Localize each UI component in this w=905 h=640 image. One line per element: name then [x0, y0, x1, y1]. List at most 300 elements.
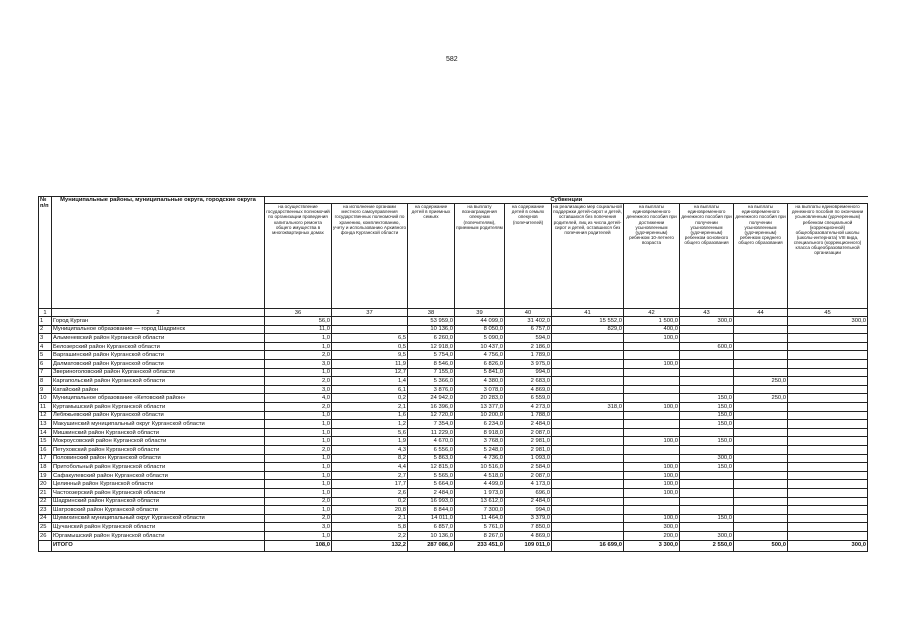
row-value: 8 844,0	[408, 506, 455, 515]
row-value: 100,0	[624, 471, 680, 480]
row-value: 11 229,0	[408, 428, 455, 437]
row-number: 16	[39, 445, 52, 454]
row-value	[788, 377, 868, 386]
row-value: 150,0	[680, 403, 734, 412]
row-value: 13 612,0	[455, 497, 505, 506]
table-row	[39, 360, 868, 369]
row-value: 12 720,0	[408, 411, 455, 420]
row-value	[788, 480, 868, 489]
row-value: 3,0	[265, 523, 332, 532]
row-value	[552, 514, 624, 523]
total-value: 287 086,0	[408, 540, 455, 551]
total-value: 3 300,0	[624, 540, 680, 551]
row-value: 5 863,0	[408, 454, 455, 463]
table-row	[39, 488, 868, 497]
row-value	[788, 385, 868, 394]
row-value: 3 078,0	[455, 385, 505, 394]
row-value: 12 918,0	[408, 342, 455, 351]
row-value	[552, 506, 624, 515]
row-value: 2,2	[332, 531, 408, 540]
total-value: 132,2	[332, 540, 408, 551]
row-value: 100,0	[624, 360, 680, 369]
row-value: 4 756,0	[455, 351, 505, 360]
row-value	[734, 368, 788, 377]
row-number: 24	[39, 514, 52, 523]
column-number: 2	[52, 309, 265, 317]
row-name: Катайский район	[52, 385, 265, 394]
row-name: Далматовский район Курганской области	[52, 360, 265, 369]
row-value	[734, 471, 788, 480]
row-value: 6 857,0	[408, 523, 455, 532]
row-value	[788, 325, 868, 334]
table-row	[39, 411, 868, 420]
row-value: 4,4	[332, 463, 408, 472]
row-value: 1 789,0	[505, 351, 552, 360]
subcol-header: на исполнение органами местного самоуправления государственных полномочий по хранению, комплектованию, учету и использованию Архивного фонда Курганской области	[332, 204, 408, 309]
row-number: 20	[39, 480, 52, 489]
row-value: 1 788,0	[505, 411, 552, 420]
row-name: Муниципальное образование — город Шадринск	[52, 325, 265, 334]
table-row	[39, 325, 868, 334]
row-value	[734, 420, 788, 429]
row-value: 100,0	[624, 488, 680, 497]
row-value: 2 087,0	[505, 471, 552, 480]
row-value	[552, 523, 624, 532]
row-name: Мокроусовский район Курганской области	[52, 437, 265, 446]
row-value	[680, 445, 734, 454]
row-value: 100,0	[624, 437, 680, 446]
row-name: Петуховский район Курганской области	[52, 445, 265, 454]
row-value	[624, 411, 680, 420]
row-number: 12	[39, 411, 52, 420]
row-name: Шумихинский муниципальный округ Курганской области	[52, 514, 265, 523]
table-row	[39, 334, 868, 343]
row-value: 6 260,0	[408, 334, 455, 343]
table-row	[39, 445, 868, 454]
row-name: Щучанский район Курганской области	[52, 523, 265, 532]
row-value: 2,6	[332, 488, 408, 497]
row-name: Шатровский район Курганской области	[52, 506, 265, 515]
row-name: Макушинский муниципальный округ Курганской области	[52, 420, 265, 429]
row-value: 2 186,0	[505, 342, 552, 351]
row-name: Лебяжьевский район Курганской области	[52, 411, 265, 420]
row-value	[680, 325, 734, 334]
row-value: 2 683,0	[505, 377, 552, 386]
row-value: 150,0	[680, 437, 734, 446]
row-value: 20,8	[332, 506, 408, 515]
row-value	[680, 334, 734, 343]
row-value: 594,0	[505, 334, 552, 343]
row-value	[552, 394, 624, 403]
row-value: 5 090,0	[455, 334, 505, 343]
row-value: 1,0	[265, 471, 332, 480]
row-value: 300,0	[788, 317, 868, 326]
row-number: 21	[39, 488, 52, 497]
row-number: 23	[39, 506, 52, 515]
row-value	[332, 317, 408, 326]
table-row	[39, 523, 868, 532]
table-row	[39, 428, 868, 437]
column-number: 1	[39, 309, 52, 317]
row-name: Половинский район Курганской области	[52, 454, 265, 463]
row-value: 10 516,0	[455, 463, 505, 472]
row-value: 100,0	[624, 480, 680, 489]
col-header-no: № п/п	[39, 197, 52, 309]
row-value: 1,0	[265, 531, 332, 540]
row-value	[734, 480, 788, 489]
row-value: 1,0	[265, 428, 332, 437]
row-number: 15	[39, 437, 52, 446]
row-value: 100,0	[624, 334, 680, 343]
column-number: 38	[408, 309, 455, 317]
row-value: 1 973,0	[455, 488, 505, 497]
row-value	[552, 420, 624, 429]
row-value: 2,0	[265, 403, 332, 412]
row-value	[680, 523, 734, 532]
row-value: 100,0	[624, 403, 680, 412]
row-value	[624, 428, 680, 437]
row-value	[552, 342, 624, 351]
row-value	[734, 488, 788, 497]
row-value: 14 011,0	[408, 514, 455, 523]
row-value: 8 050,0	[455, 325, 505, 334]
row-value: 1 500,0	[624, 317, 680, 326]
row-value	[552, 368, 624, 377]
row-value: 16 993,0	[408, 497, 455, 506]
row-value	[734, 463, 788, 472]
subcol-header: на выплату вознаграждения опекунам (попечителям), приемным родителям	[455, 204, 505, 309]
row-value	[734, 334, 788, 343]
row-value: 2 484,0	[505, 420, 552, 429]
row-value: 4 380,0	[455, 377, 505, 386]
row-value: 24 942,0	[408, 394, 455, 403]
row-value: 5 761,0	[455, 523, 505, 532]
subcol-header: на осуществление государственных полномочий по организации проведения капитального ремонта общего имущества в многоквартирных домах	[265, 204, 332, 309]
row-value	[734, 342, 788, 351]
row-value: 12,7	[332, 368, 408, 377]
row-value	[734, 385, 788, 394]
row-value: 1,9	[332, 437, 408, 446]
column-number: 41	[552, 309, 624, 317]
row-value: 6 826,0	[455, 360, 505, 369]
row-value: 10 136,0	[408, 531, 455, 540]
row-value: 318,0	[552, 403, 624, 412]
row-value: 200,0	[624, 531, 680, 540]
row-value: 12 815,0	[408, 463, 455, 472]
row-value: 300,0	[680, 454, 734, 463]
row-value: 100,0	[624, 463, 680, 472]
row-number: 11	[39, 403, 52, 412]
column-number: 37	[332, 309, 408, 317]
row-value: 2 087,0	[505, 428, 552, 437]
col-header-name: Муниципальные районы, муниципальные округа, городские округа	[52, 197, 265, 309]
row-value: 2 584,0	[505, 463, 552, 472]
row-value: 2,0	[265, 497, 332, 506]
row-number: 6	[39, 360, 52, 369]
row-number: 22	[39, 497, 52, 506]
row-value	[624, 351, 680, 360]
row-value: 44 099,0	[455, 317, 505, 326]
column-number: 42	[624, 309, 680, 317]
subcol-header: на содержание детей в приемных семьях	[408, 204, 455, 309]
row-value: 4 273,0	[505, 403, 552, 412]
row-value	[734, 523, 788, 532]
row-value	[552, 445, 624, 454]
row-value: 3 379,0	[505, 514, 552, 523]
row-value: 1,0	[265, 334, 332, 343]
row-value: 0,5	[332, 342, 408, 351]
row-value: 3,0	[265, 360, 332, 369]
row-value: 5 841,0	[455, 368, 505, 377]
row-value	[552, 360, 624, 369]
column-number: 45	[788, 309, 868, 317]
row-value: 5 754,0	[408, 351, 455, 360]
row-value	[552, 334, 624, 343]
row-value	[624, 385, 680, 394]
total-row	[39, 540, 868, 551]
row-value: 4,0	[265, 394, 332, 403]
row-value: 1,0	[265, 411, 332, 420]
row-value	[734, 411, 788, 420]
row-value: 8,2	[332, 454, 408, 463]
row-name: Город Курган	[52, 317, 265, 326]
row-value	[788, 437, 868, 446]
row-value	[680, 428, 734, 437]
row-value: 250,0	[734, 394, 788, 403]
row-value	[624, 506, 680, 515]
subcol-header: на выплаты единовременного денежного пособия при достижении усыновленным (удочеренным) ребенком 10-летнего возраста	[624, 204, 680, 309]
row-value	[788, 471, 868, 480]
table-row	[39, 351, 868, 360]
row-value	[734, 454, 788, 463]
row-value: 300,0	[624, 523, 680, 532]
table-row	[39, 437, 868, 446]
row-value: 16 396,0	[408, 403, 455, 412]
row-value: 1,0	[265, 437, 332, 446]
row-value	[734, 514, 788, 523]
table-row	[39, 403, 868, 412]
row-value: 250,0	[734, 377, 788, 386]
table-row	[39, 514, 868, 523]
total-value: 500,0	[734, 540, 788, 551]
row-value: 4 736,0	[455, 454, 505, 463]
row-value: 13 377,0	[455, 403, 505, 412]
row-value: 6,5	[332, 334, 408, 343]
row-value	[552, 497, 624, 506]
row-value: 5 565,0	[408, 471, 455, 480]
row-value	[680, 351, 734, 360]
row-value	[552, 463, 624, 472]
row-number: 8	[39, 377, 52, 386]
row-value	[788, 531, 868, 540]
row-value	[788, 514, 868, 523]
row-value: 10 136,0	[408, 325, 455, 334]
row-value: 1,0	[265, 342, 332, 351]
row-value: 20 283,0	[455, 394, 505, 403]
row-value	[552, 531, 624, 540]
row-value: 2 981,0	[505, 445, 552, 454]
row-value: 4,3	[332, 445, 408, 454]
page-number: 582	[446, 56, 458, 63]
row-number: 2	[39, 325, 52, 334]
row-value	[788, 445, 868, 454]
total-value: 233 451,0	[455, 540, 505, 551]
row-value	[332, 325, 408, 334]
table-row	[39, 463, 868, 472]
row-value	[734, 403, 788, 412]
row-number: 10	[39, 394, 52, 403]
row-name: Шадринский район Курганской области	[52, 497, 265, 506]
column-number: 39	[455, 309, 505, 317]
row-name: Каргапольский район Курганской области	[52, 377, 265, 386]
row-value: 1,2	[332, 420, 408, 429]
row-value	[734, 437, 788, 446]
row-value: 7 354,0	[408, 420, 455, 429]
row-name: Белозерский район Курганской области	[52, 342, 265, 351]
row-value	[680, 385, 734, 394]
row-number: 13	[39, 420, 52, 429]
row-value: 7 850,0	[505, 523, 552, 532]
table-row	[39, 368, 868, 377]
row-number: 4	[39, 342, 52, 351]
column-number: 36	[265, 309, 332, 317]
table-row	[39, 454, 868, 463]
row-name: Звериноголовский район Курганской области	[52, 368, 265, 377]
row-value	[788, 334, 868, 343]
row-value	[552, 480, 624, 489]
row-value: 3 768,0	[455, 437, 505, 446]
row-value: 3 876,0	[408, 385, 455, 394]
row-number: 1	[39, 317, 52, 326]
row-value	[680, 488, 734, 497]
row-value: 1,6	[332, 411, 408, 420]
row-number: 7	[39, 368, 52, 377]
row-value	[788, 428, 868, 437]
row-value	[788, 463, 868, 472]
table-row	[39, 420, 868, 429]
row-value: 4 173,0	[505, 480, 552, 489]
row-value: 829,0	[552, 325, 624, 334]
row-value: 6 556,0	[408, 445, 455, 454]
total-value: 109 011,0	[505, 540, 552, 551]
row-value	[552, 437, 624, 446]
row-value: 7 155,0	[408, 368, 455, 377]
row-value: 4 869,0	[505, 531, 552, 540]
row-value	[624, 377, 680, 386]
row-value: 8 546,0	[408, 360, 455, 369]
row-value: 2,0	[265, 377, 332, 386]
total-value: 300,0	[788, 540, 868, 551]
row-value: 1 093,0	[505, 454, 552, 463]
row-number: 19	[39, 471, 52, 480]
row-value: 8 918,0	[455, 428, 505, 437]
row-value: 150,0	[680, 411, 734, 420]
row-value	[624, 454, 680, 463]
row-value	[552, 385, 624, 394]
row-number: 14	[39, 428, 52, 437]
row-value: 5,6	[332, 428, 408, 437]
row-value	[734, 531, 788, 540]
row-value	[788, 351, 868, 360]
row-value: 150,0	[680, 463, 734, 472]
row-value	[788, 497, 868, 506]
row-value: 5 664,0	[408, 480, 455, 489]
row-value: 4 670,0	[408, 437, 455, 446]
row-value	[788, 342, 868, 351]
row-value	[680, 360, 734, 369]
row-value	[734, 360, 788, 369]
row-value	[734, 317, 788, 326]
row-value: 150,0	[680, 514, 734, 523]
row-name: Частоозерский район Курганской области	[52, 488, 265, 497]
row-name: Варгашинский район Курганской области	[52, 351, 265, 360]
row-value: 17,7	[332, 480, 408, 489]
column-number: 40	[505, 309, 552, 317]
row-value	[552, 351, 624, 360]
row-name: Мишкинский район Курганской области	[52, 428, 265, 437]
row-value	[734, 445, 788, 454]
row-value: 11 464,0	[455, 514, 505, 523]
row-value	[624, 342, 680, 351]
total-value: 2 550,0	[680, 540, 734, 551]
row-name: Муниципальное образование «Кетовский район»	[52, 394, 265, 403]
row-value	[624, 445, 680, 454]
table-row	[39, 394, 868, 403]
row-name: Целинный район Курганской области	[52, 480, 265, 489]
table-row	[39, 480, 868, 489]
row-value: 2,1	[332, 514, 408, 523]
table-row	[39, 317, 868, 326]
row-value: 2 484,0	[505, 497, 552, 506]
row-value: 5 366,0	[408, 377, 455, 386]
row-value	[788, 403, 868, 412]
table-row	[39, 342, 868, 351]
row-number: 17	[39, 454, 52, 463]
row-number: 9	[39, 385, 52, 394]
row-value	[734, 506, 788, 515]
row-value: 150,0	[680, 420, 734, 429]
row-value	[788, 523, 868, 532]
row-value: 10 437,0	[455, 342, 505, 351]
row-number: 26	[39, 531, 52, 540]
row-value: 5,8	[332, 523, 408, 532]
total-value: 16 699,0	[552, 540, 624, 551]
row-value: 2 484,0	[408, 488, 455, 497]
row-value: 8 267,0	[455, 531, 505, 540]
row-value	[552, 454, 624, 463]
row-name: Сафакулевский район Курганской области	[52, 471, 265, 480]
row-value: 1,0	[265, 506, 332, 515]
table-row	[39, 385, 868, 394]
row-value	[788, 506, 868, 515]
row-value	[734, 497, 788, 506]
row-value: 6 559,0	[505, 394, 552, 403]
row-value	[624, 394, 680, 403]
row-value: 2,1	[332, 403, 408, 412]
column-number: 43	[680, 309, 734, 317]
row-value: 1,0	[265, 488, 332, 497]
row-value: 6,1	[332, 385, 408, 394]
row-value: 400,0	[624, 325, 680, 334]
row-number: 25	[39, 523, 52, 532]
row-value: 2,0	[265, 514, 332, 523]
row-name: Притобольный район Курганской области	[52, 463, 265, 472]
row-value: 53 959,0	[408, 317, 455, 326]
row-value: 100,0	[624, 514, 680, 523]
row-number: 3	[39, 334, 52, 343]
row-value: 600,0	[680, 342, 734, 351]
row-value: 1,4	[332, 377, 408, 386]
